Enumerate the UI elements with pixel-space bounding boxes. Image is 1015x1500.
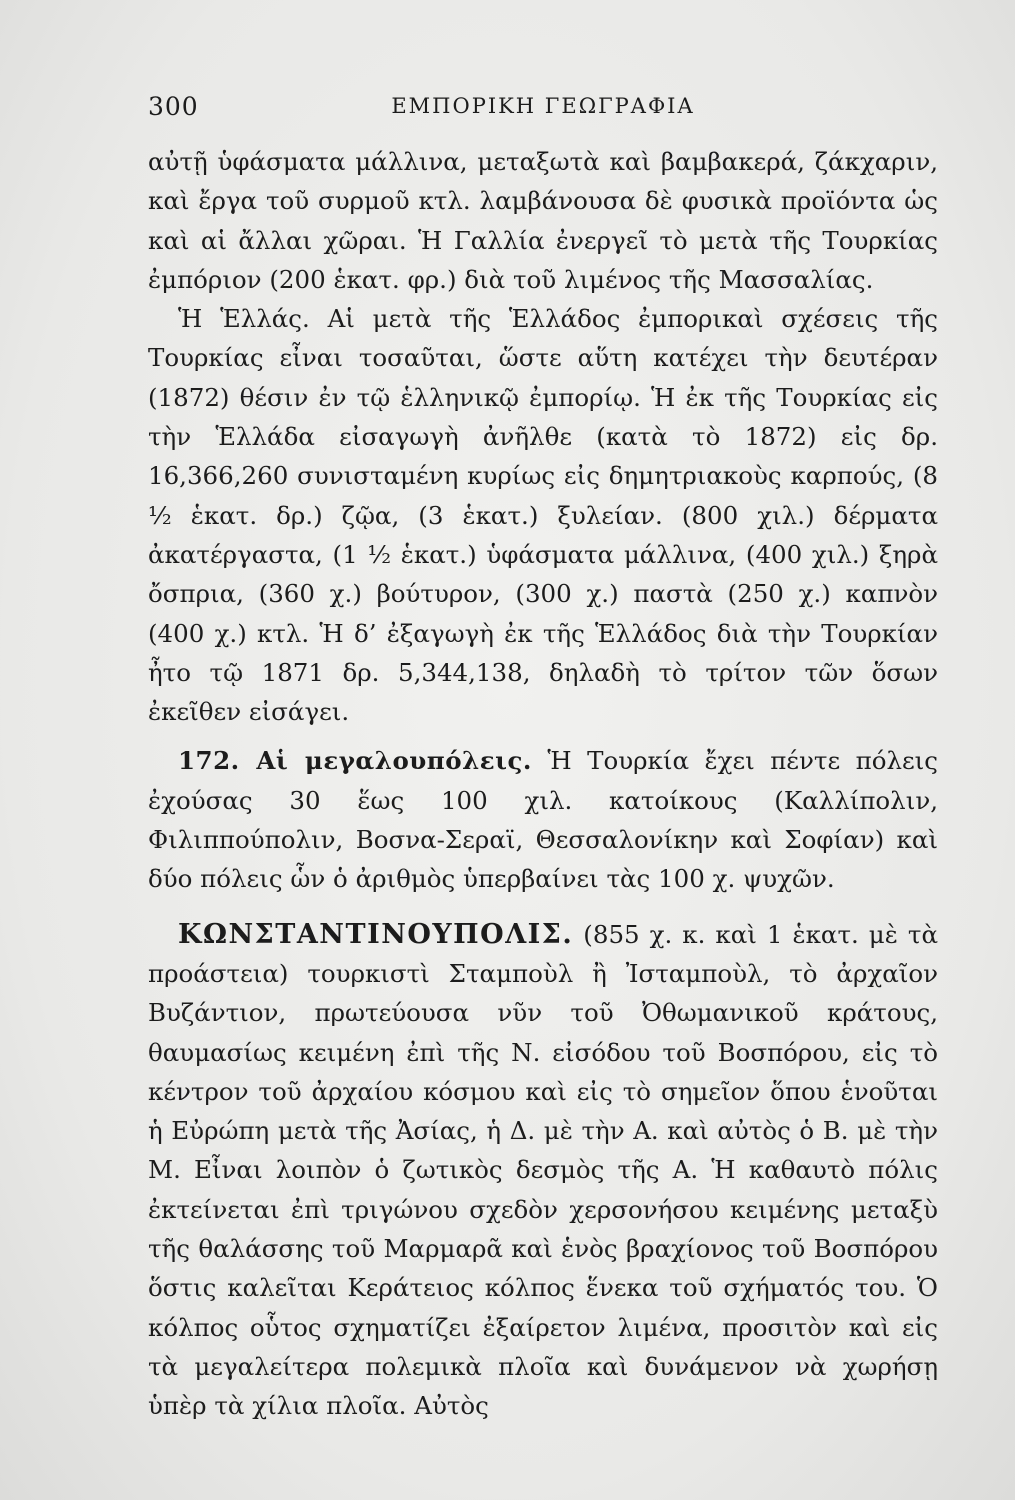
paragraph-greece-trade: Ἡ Ἑλλάς. Αἱ μετὰ τῆς Ἑλλάδος ἐμπορικαὶ σχέσεις τῆς Τουρκίας εἶναι τοσαῦται, ὥστε αὕτη κατέχει τὴν δευτέραν (1872) θέσιν ἐν τῷ ἑλληνικῷ ἐμπορίῳ. Ἡ ἐκ τῆς Τουρκίας εἰς τὴν Ἑλλάδα εἰσαγωγὴ ἀνῆλθε (κατὰ τὸ 1872) εἰς δρ. 16,366,260 συνισταμένη κυρίως εἰς δημητριακοὺς καρπούς, (8 ½ ἑκατ. δρ.) ζῷα, (3 ἑκατ.) ξυλείαν. (800 χιλ.) δέρματα ἀκατέργαστα, (1 ½ ἑκατ.) ὑφάσματα μάλλινα, (400 χιλ.) ξηρὰ ὄσπρια, (360 χ.) βούτυρον, (300 χ.) παστὰ (250 χ.) καπνὸν (400 χ.) κτλ. Ἡ δ’ ἐξαγωγὴ ἐκ τῆς Ἑλλάδος διὰ τὴν Τουρκίαν ἦτο τῷ 1871 δρ. 5,344,138, δηλαδὴ τὸ τρίτον τῶν ὅσων ἐκεῖθεν εἰσάγει.: [148, 304, 938, 727]
page-header: [148, 92, 938, 132]
paragraph-constantinople: [148, 915, 938, 1426]
city-heading-constantinople: ΚΩΝΣΤΑΝΤΙΝΟΥΠΟΛΙΣ.: [178, 918, 574, 950]
paragraph-silk-trade: αὐτῇ ὑφάσματα μάλλινα, μεταξωτὰ καὶ βαμβακερά, ζάκχαριν, καὶ ἔργα τοῦ συρμοῦ κτλ. λαμβάνουσα δὲ φυσικὰ προϊόντα ὡς καὶ αἱ ἄλλαι χῶραι. Ἡ Γαλλία ἐνεργεῖ τὸ μετὰ τῆς Τουρκίας ἐμπόριον (200 ἑκατ. φρ.) διὰ τοῦ λιμένος τῆς Μασσαλίας.: [148, 147, 938, 294]
body-text: [148, 142, 938, 1426]
page-number: 300: [148, 92, 199, 121]
paragraph-constantinople-text: (855 χ. κ. καὶ 1 ἑκατ. μὲ τὰ προάστεια) τουρκιστὶ Σταμποὺλ ἢ Ἰσταμποὺλ, τὸ ἀρχαῖον Βυζάντιον, πρωτεύουσα νῦν τοῦ Ὀθωμανικοῦ κράτους, θαυμασίως κειμένη ἐπὶ τῆς Ν. εἰσόδου τοῦ Βοσπόρου, εἰς τὸ κέντρον τοῦ ἀρχαίου κόσμου καὶ εἰς τὸ σημεῖον ὅπου ἑνοῦται ἡ Εὐρώπη μετὰ τῆς Ἀσίας, ἡ Δ. μὲ τὴν Α. καὶ αὐτὸς ὁ Β. μὲ τὴν Μ. Εἶναι λοιπὸν ὁ ζωτικὸς δεσμὸς τῆς Α. Ἡ καθαυτὸ πόλις ἐκτείνεται ἐπὶ τριγώνου σχεδὸν χερσονήσου κειμένης μεταξὺ τῆς θαλάσσης τοῦ Μαρμαρᾶ καὶ ἑνὸς βραχίονος τοῦ Βοσπόρου ὅστις καλεῖται Κεράτειος κόλπος ἕνεκα τοῦ σχήματός του. Ὁ κόλπος οὗτος σχηματίζει ἐξαίρετον λιμένα, προσιτὸν καὶ εἰς τὰ μεγαλείτερα πολεμικὰ πλοῖα καὶ δυνάμενον νὰ χωρήσῃ ὑπὲρ τὰ χίλια πλοῖα. Αὐτὸς: [148, 919, 938, 1421]
section-heading-large-cities: 172. Αἱ μεγαλουπόλεις.: [178, 746, 532, 776]
running-title: ΕΜΠΟΡΙΚΗ ΓΕΩΓΡΑΦΙΑ: [391, 94, 695, 118]
paragraph-large-cities: [148, 741, 938, 898]
paragraph-large-cities-text: Ἡ Τουρκία ἔχει πέντε πόλεις ἐχούσας 30 ἕως 100 χιλ. κατοίκους (Καλλίπολιν, Φιλιππούπολιν, Βοσνα-Σεραϊ, Θεσσαλονίκην καὶ Σοφίαν) καὶ δύο πόλεις ὧν ὁ ἀριθμὸς ὑπερβαίνει τὰς 100 χ. ψυχῶν.: [148, 746, 938, 894]
